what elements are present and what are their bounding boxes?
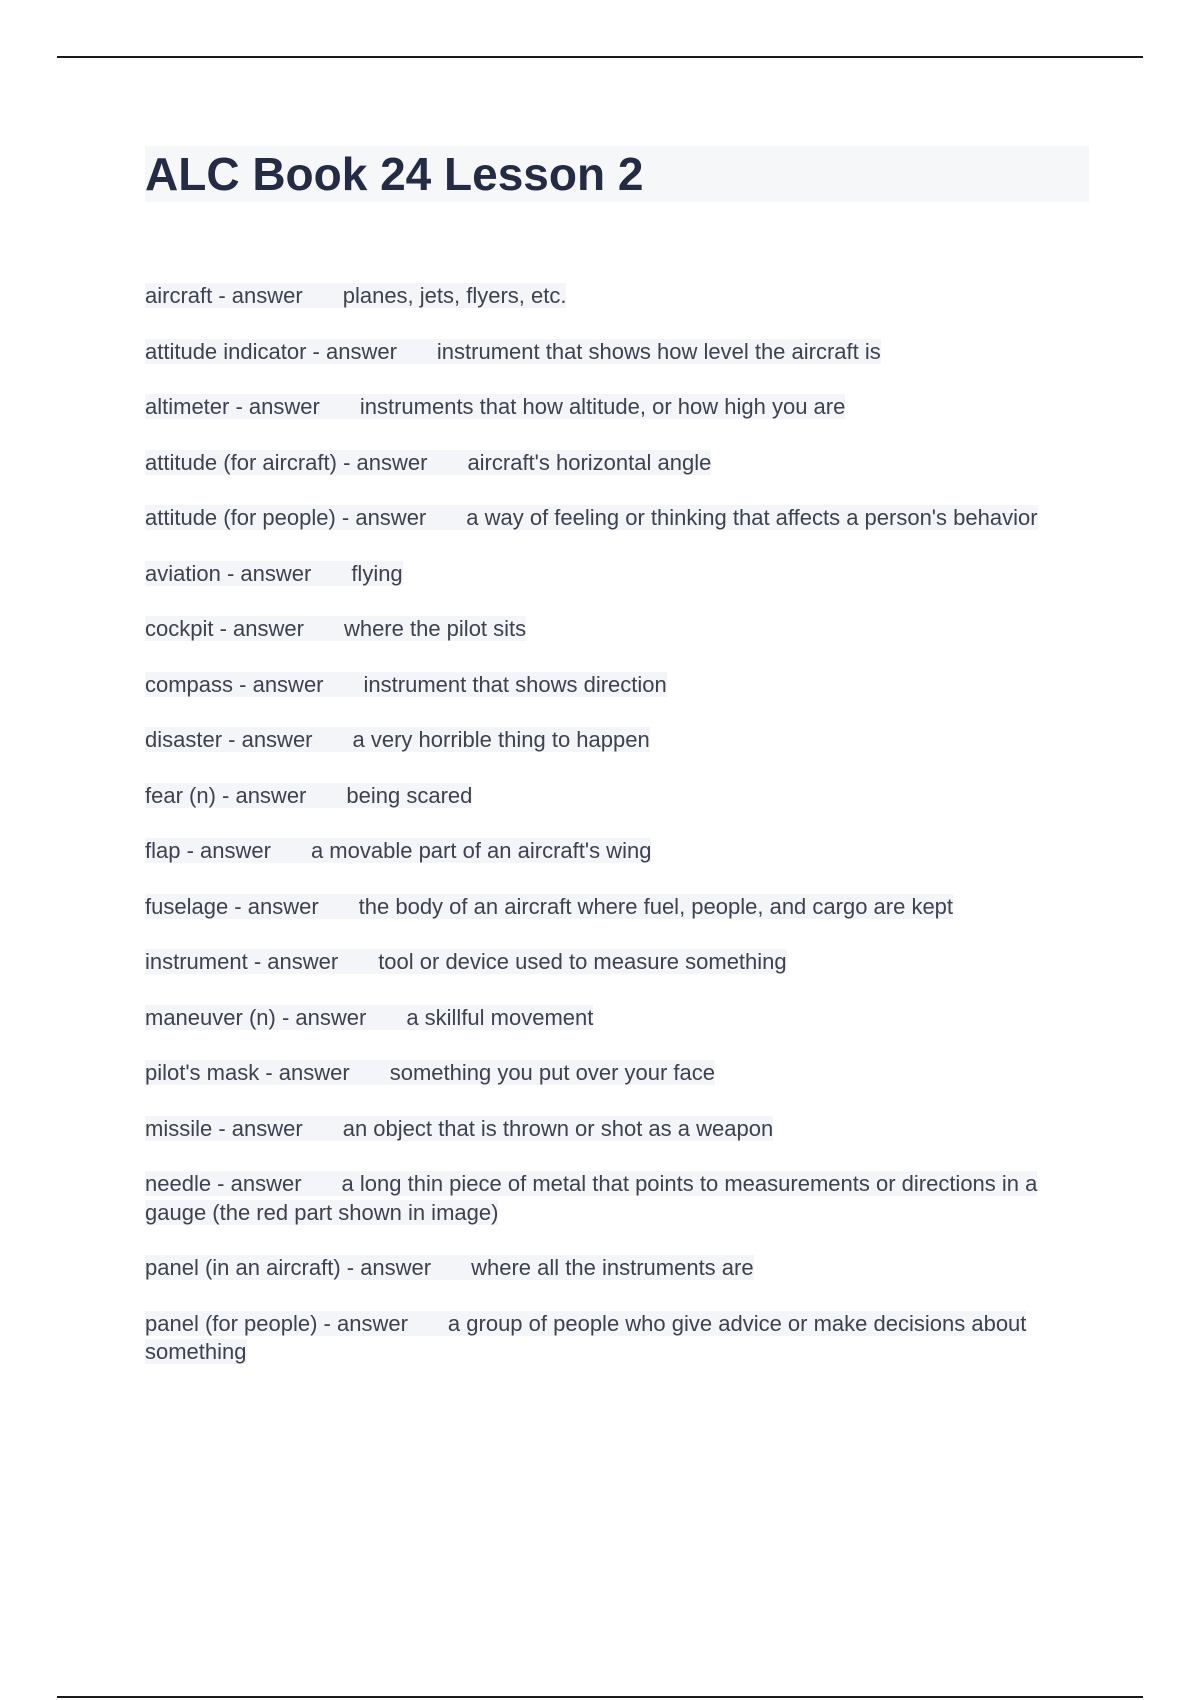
list-item: [145, 338, 1089, 367]
entry-term: cockpit - answer: [145, 616, 304, 641]
list-item: [145, 1059, 1089, 1088]
entry-term: panel (in an aircraft) - answer: [145, 1255, 432, 1280]
entry-text: [145, 894, 953, 919]
entry-term: needle - answer: [145, 1171, 302, 1196]
entry-term: altimeter - answer: [145, 394, 320, 419]
entry-term: compass - answer: [145, 671, 324, 697]
entry-text: [145, 283, 566, 308]
entry-text: [145, 450, 711, 475]
entry-definition: a skillful movement: [406, 1004, 594, 1030]
entry-definition: instrument that shows how level the aircraft is: [436, 338, 881, 364]
list-item: [145, 393, 1089, 422]
entry-text: [145, 394, 845, 419]
entry-definition: planes, jets, flyers, etc.: [342, 283, 567, 308]
list-item: [145, 1170, 1089, 1227]
entry-definition: an object that is thrown or shot as a weapon: [342, 1115, 774, 1141]
entry-definition: tool or device used to measure something: [378, 949, 787, 974]
list-item: [145, 1115, 1089, 1144]
page-title: ALC Book 24 Lesson 2: [145, 146, 1089, 202]
list-item: [145, 449, 1089, 478]
entry-term: fear (n) - answer: [145, 782, 307, 808]
entry-text: [145, 1116, 773, 1141]
entry-term: aviation - answer: [145, 560, 312, 586]
entry-definition: instruments that how altitude, or how high you are: [359, 394, 846, 419]
list-item: [145, 782, 1089, 811]
entry-text: [145, 339, 881, 364]
list-item: [145, 726, 1089, 755]
entry-term: attitude (for people) - answer: [145, 505, 427, 530]
entry-definition: being scared: [346, 782, 473, 808]
entry-text: [145, 727, 650, 752]
list-item: [145, 893, 1089, 922]
entry-text: [145, 672, 667, 697]
entry-definition: the body of an aircraft where fuel, people, and cargo are kept: [358, 893, 954, 919]
entry-text: [145, 1255, 754, 1280]
entry-definition: instrument that shows direction: [363, 671, 667, 697]
list-item: [145, 560, 1089, 589]
entry-text: [145, 1060, 715, 1085]
entry-term: aircraft - answer: [145, 283, 303, 308]
entry-text: [145, 1171, 1037, 1225]
list-item: [145, 615, 1089, 644]
entry-term: panel (for people) - answer: [145, 1310, 408, 1336]
entry-definition: a long thin piece of metal that points to measurements or directions in a gauge (the red part shown in image): [145, 1171, 1038, 1225]
list-item: [145, 504, 1089, 533]
entry-definition: something you put over your face: [389, 1060, 715, 1085]
entry-text: [145, 561, 403, 586]
entry-text: [145, 505, 1038, 530]
list-item: [145, 1254, 1089, 1283]
list-item: [145, 837, 1089, 866]
entry-term: flap - answer: [145, 838, 271, 863]
entry-definition: a way of feeling or thinking that affects a person's behavior: [466, 505, 1038, 530]
entry-text: [145, 949, 787, 974]
entry-term: disaster - answer: [145, 727, 313, 752]
entry-text: [145, 1005, 593, 1030]
entry-text: [145, 1311, 1026, 1365]
list-item: [145, 1004, 1089, 1033]
entry-text: [145, 838, 651, 863]
entry-term: maneuver (n) - answer: [145, 1004, 367, 1030]
top-divider: [57, 56, 1143, 58]
entry-term: attitude (for aircraft) - answer: [145, 449, 428, 475]
entry-text: [145, 616, 526, 641]
entry-term: instrument - answer: [145, 949, 339, 974]
entry-definition: flying: [351, 560, 403, 586]
flashcard-list: [145, 282, 1089, 1394]
entry-definition: a group of people who give advice or make decisions about something: [145, 1310, 1027, 1364]
list-item: [145, 948, 1089, 977]
bottom-divider: [57, 1696, 1143, 1698]
entry-text: [145, 783, 472, 808]
entry-term: fuselage - answer: [145, 893, 319, 919]
entry-term: attitude indicator - answer: [145, 338, 397, 364]
list-item: [145, 1310, 1089, 1367]
entry-definition: aircraft's horizontal angle: [467, 449, 712, 475]
entry-definition: a very horrible thing to happen: [352, 727, 650, 752]
entry-term: pilot's mask - answer: [145, 1060, 350, 1085]
entry-term: missile - answer: [145, 1115, 303, 1141]
entry-definition: a movable part of an aircraft's wing: [310, 838, 652, 863]
entry-definition: where the pilot sits: [343, 616, 527, 641]
entry-definition: where all the instruments are: [471, 1255, 754, 1280]
list-item: [145, 282, 1089, 311]
list-item: [145, 671, 1089, 700]
